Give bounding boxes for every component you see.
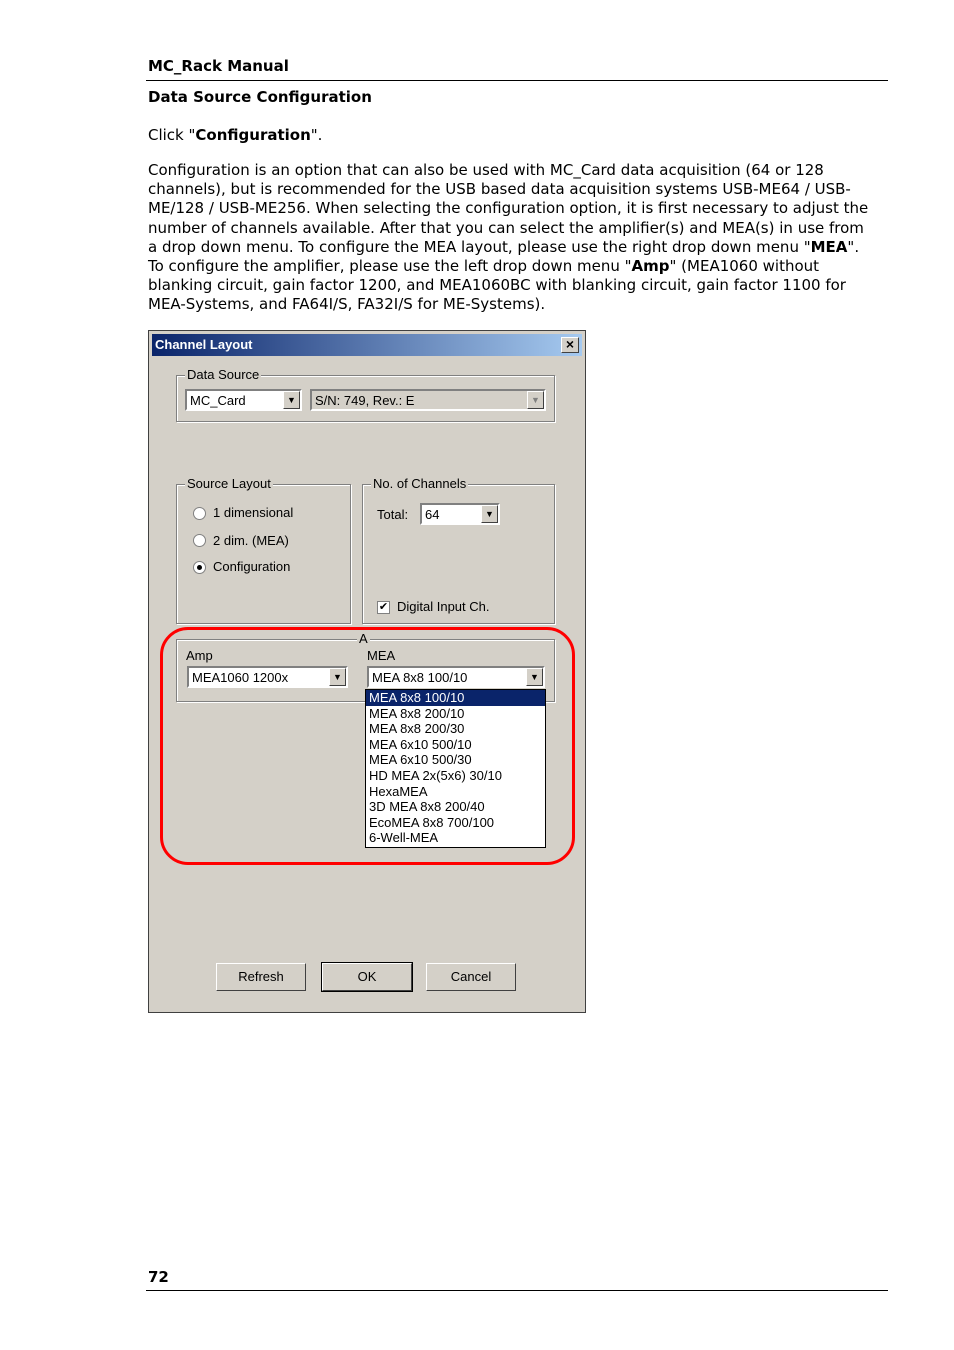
total-label: Total: bbox=[377, 507, 409, 522]
radio-configuration[interactable] bbox=[193, 561, 206, 574]
dialog-titlebar bbox=[152, 334, 582, 356]
source-layout-group bbox=[176, 476, 351, 624]
page-number: 72 bbox=[148, 1268, 169, 1286]
para-line: Configuration is an option that can also be used with MC_Card data acquisition (64 or 128 bbox=[148, 161, 824, 179]
para-text: a drop down menu. To configure the MEA layout, please use the right drop down menu " bbox=[148, 237, 811, 256]
digital-input-label: Digital Input Ch. bbox=[397, 599, 490, 614]
mea-option[interactable]: 3D MEA 8x8 200/40 bbox=[369, 799, 485, 815]
device-value: S/N: 749, Rev.: E bbox=[315, 393, 415, 408]
total-channels-combo[interactable] bbox=[420, 503, 500, 525]
mea-option[interactable]: HexaMEA bbox=[369, 783, 428, 799]
mea-value: MEA 8x8 100/10 bbox=[372, 670, 468, 685]
amp-value: MEA1060 1200x bbox=[192, 670, 289, 685]
para-line: MEA-Systems, and FA64I/S, FA32I/S for ME-Systems). bbox=[148, 295, 546, 314]
radio-2-dim-mea[interactable] bbox=[193, 534, 206, 547]
dialog-title: Channel Layout bbox=[155, 337, 253, 352]
description-paragraph bbox=[148, 161, 888, 315]
mea-label: MEA bbox=[367, 648, 396, 663]
mea-option[interactable]: MEA 8x8 100/10 bbox=[366, 690, 545, 706]
click-prefix: Click " bbox=[148, 126, 196, 144]
ok-button[interactable]: OK bbox=[322, 963, 412, 991]
data-source-label: Data Source bbox=[187, 367, 260, 382]
mea-option[interactable]: MEA 8x8 200/10 bbox=[369, 705, 465, 721]
header-rule bbox=[146, 80, 888, 81]
mea-option[interactable]: HD MEA 2x(5x6) 30/10 bbox=[369, 767, 502, 783]
chevron-down-icon: ▼ bbox=[283, 391, 300, 409]
para-line: number of channels available. After that you can select the amplifier(s) and MEA(s) in use from bbox=[148, 218, 864, 237]
click-instruction bbox=[148, 126, 888, 145]
data-source-value: MC_Card bbox=[190, 393, 246, 408]
para-line bbox=[148, 257, 888, 276]
para-text: To configure the amplifier, please use the left drop down menu " bbox=[148, 257, 632, 276]
cancel-button[interactable]: Cancel bbox=[426, 963, 516, 991]
radio-label: Configuration bbox=[213, 559, 291, 574]
chevron-down-icon: ▼ bbox=[329, 668, 346, 686]
digital-input-checkbox[interactable]: ✔ bbox=[378, 601, 389, 613]
channels-group bbox=[362, 476, 555, 624]
channel-layout-dialog bbox=[148, 330, 586, 1013]
data-source-group bbox=[176, 367, 555, 422]
source-layout-label: Source Layout bbox=[187, 476, 271, 491]
para-line: blanking circuit, gain factor 1200, and MEA1060BC with blanking circuit, gain factor 1100 for bbox=[148, 276, 846, 295]
group-a-label: A bbox=[359, 631, 368, 646]
channels-label: No. of Channels bbox=[373, 476, 467, 491]
mea-option[interactable]: MEA 6x10 500/30 bbox=[369, 752, 472, 768]
refresh-button[interactable]: Refresh bbox=[216, 963, 306, 991]
total-channels-value: 64 bbox=[425, 507, 440, 522]
amp-label: Amp bbox=[186, 648, 213, 663]
close-button[interactable]: × bbox=[561, 337, 579, 353]
data-source-combo[interactable] bbox=[185, 389, 302, 411]
chevron-down-icon: ▼ bbox=[527, 391, 544, 409]
para-bold: Amp bbox=[631, 257, 670, 276]
click-bold: Configuration bbox=[195, 126, 311, 144]
mea-option[interactable]: EcoMEA 8x8 700/100 bbox=[369, 814, 495, 830]
radio-label: 2 dim. (MEA) bbox=[213, 533, 289, 548]
manual-header: MC_Rack Manual bbox=[148, 57, 289, 75]
highlight-outline bbox=[160, 627, 575, 865]
para-line: ME/128 / USB-ME256. When selecting the configuration option, it is first necessary to adjust the bbox=[148, 199, 869, 218]
para-line bbox=[148, 238, 888, 257]
click-suffix: ". bbox=[310, 126, 323, 144]
radio-label: 1 dimensional bbox=[213, 505, 294, 520]
chevron-down-icon: ▼ bbox=[481, 505, 498, 523]
section-title: Data Source Configuration bbox=[148, 88, 372, 106]
mea-option[interactable]: 6-Well-MEA bbox=[369, 830, 439, 846]
chevron-down-icon: ▼ bbox=[526, 668, 543, 686]
mea-option[interactable]: MEA 6x10 500/10 bbox=[369, 736, 472, 752]
para-text: " (MEA1060 without bbox=[669, 257, 820, 276]
para-bold: MEA bbox=[810, 237, 848, 256]
footer-rule bbox=[146, 1290, 888, 1291]
device-combo[interactable] bbox=[310, 389, 546, 411]
para-text: ". bbox=[847, 237, 860, 256]
para-line: channels), but is recommended for the USB based data acquisition systems USB-ME64 / USB- bbox=[148, 180, 851, 199]
radio-1-dimensional[interactable] bbox=[193, 507, 206, 520]
mea-option[interactable]: MEA 8x8 200/30 bbox=[369, 721, 465, 737]
